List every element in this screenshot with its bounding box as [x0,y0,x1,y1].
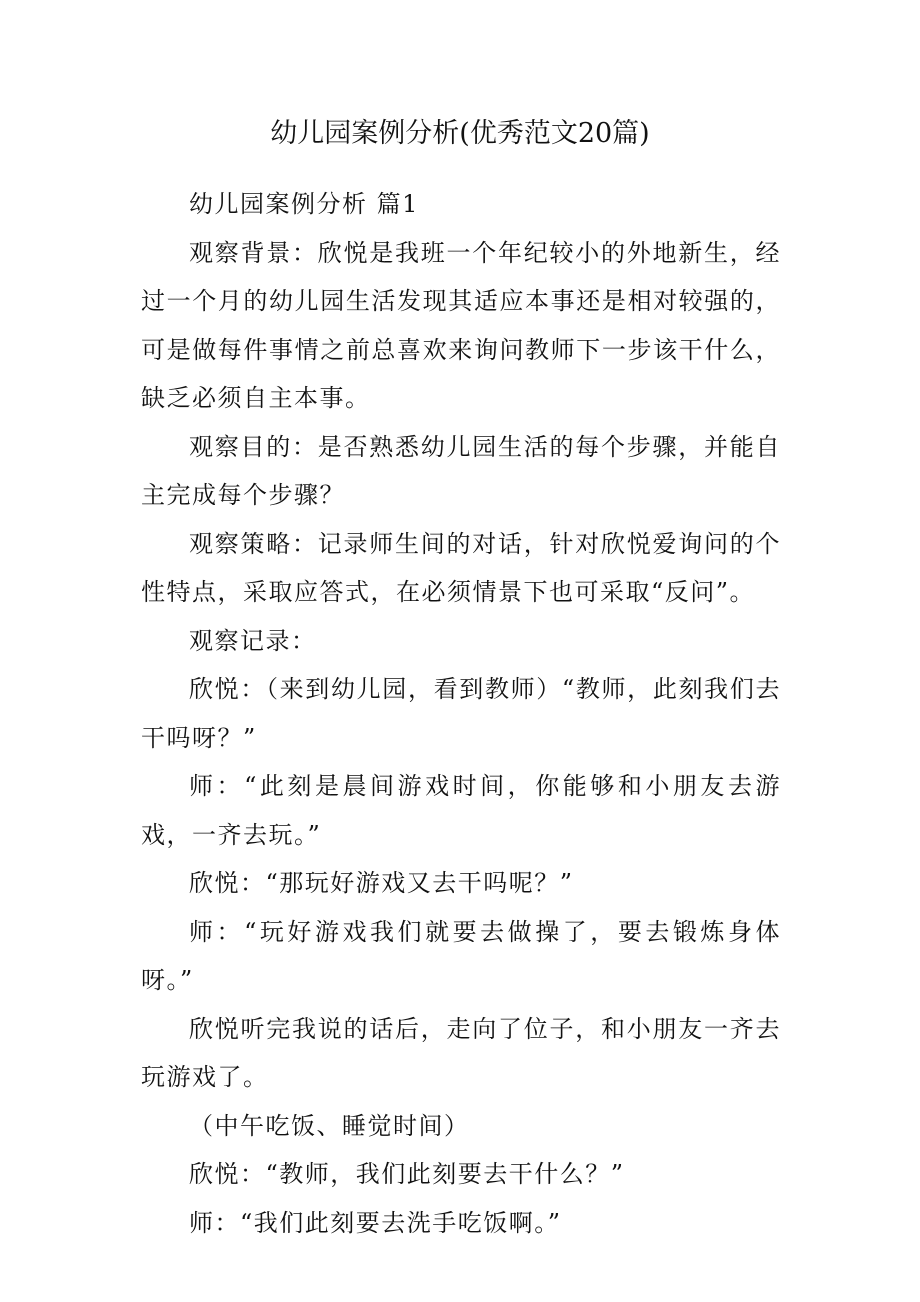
paragraph-dialogue: 师：“玩好游戏我们就要去做操了，要去锻炼身体呀。” [141,917,781,994]
paragraph-strategy: 观察策略：记录师生间的对话，针对欣悦爱询问的个性特点，采取应答式，在必须情景下也可采取“反问”。 [141,529,781,606]
paragraph-background: 观察背景：欣悦是我班一个年纪较小的外地新生，经过一个月的幼儿园生活发现其适应本事还是相对较强的，可是做每件事情之前总喜欢来询问教师下一步该干什么，缺乏必须自主本事。 [141,238,781,412]
paragraph-dialogue: 欣悦：（来到幼儿园，看到教师）“教师，此刻我们去干吗呀？” [141,675,781,752]
section-heading: 幼儿园案例分析 篇1 [189,190,419,218]
paragraph-dialogue: 欣悦：“教师，我们此刻要去干什么？” [189,1160,625,1188]
paragraph-dialogue: 师：“此刻是晨间游戏时间，你能够和小朋友去游戏，一齐去玩。” [141,772,781,849]
paragraph-purpose: 观察目的：是否熟悉幼儿园生活的每个步骤，并能自主完成每个步骤？ [141,432,781,509]
paragraph-record-heading: 观察记录： [189,626,317,655]
paragraph-dialogue: 师：“我们此刻要去洗手吃饭啊。” [189,1208,562,1237]
paragraph-scene-note: （中午吃饭、睡觉时间） [189,1111,470,1140]
document-body [141,180,781,1247]
paragraph-dialogue: 欣悦：“那玩好游戏又去干吗呢？” [189,869,574,897]
document-title: 幼儿园案例分析(优秀范文20篇) [270,118,650,149]
paragraph-narration: 欣悦听完我说的话后，走向了位子，和小朋友一齐去玩游戏了。 [141,1014,781,1091]
